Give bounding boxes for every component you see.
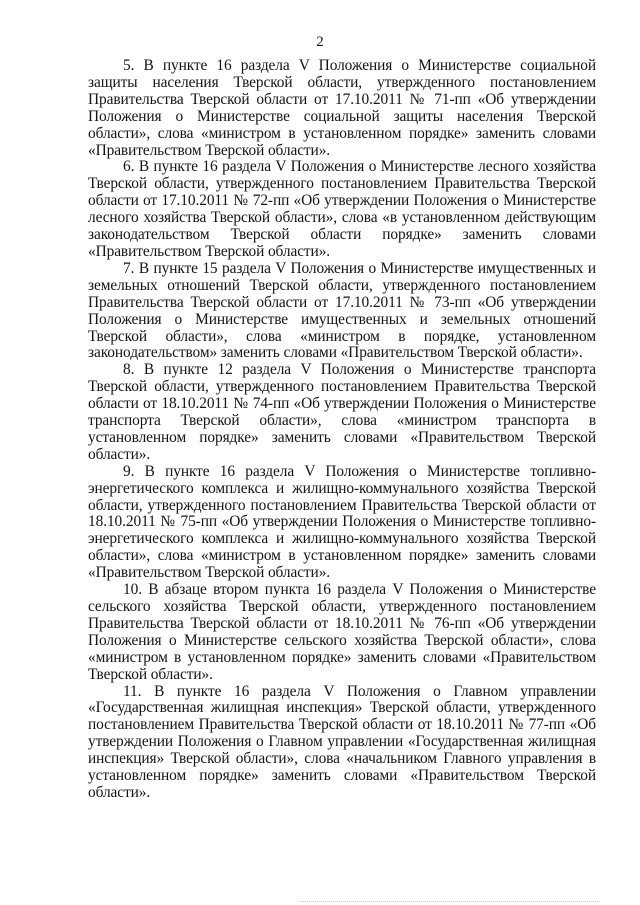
paragraph-8: 8. В пункте 12 раздела V Положения о Министерстве транспорта Тверской области, утвержденного постановлением Правительства Тверской области от 18.10.2011 № 74-пп «Об утверждении Положения о Министерстве транспорта Тверской области», слова «министром транспорта в установленном порядке» заменить словами «Правительством Тверской области». bbox=[88, 361, 596, 463]
paragraph-7: 7. В пункте 15 раздела V Положения о Министерстве имущественных и земельных отношений Тверской области, утвержденного постановлением Правительства Тверской области от 17.10.2011 № 73-пп «Об утверждении Положения о Министерстве имущественных и земельных отношений Тверской области», слова «министром в порядке, установленном законодательством» заменить словами «Правительством Тверской области». bbox=[88, 259, 596, 362]
paragraph-9: 9. В пункте 16 раздела V Положения о Министерстве топливно-энергетического комплекса и жилищно-коммунального хозяйства Тверской области, утвержденного постановлением Правительства Тверской области от 18.10.2011 № 75-пп «Об утверждении Положения о Министерстве топливно-энергетического комплекса и жилищно-коммунального хозяйства Тверской области», слова «министром в установленном порядке» заменить словами «Правительством Тверской области». bbox=[88, 462, 596, 582]
document-body bbox=[88, 58, 596, 802]
scan-artifact-line bbox=[300, 897, 600, 902]
paragraph-10: 10. В абзаце втором пункта 16 раздела V Положения о Министерстве сельского хозяйства Тверской области, утвержденного постановлением Правительства Тверской области от 18.10.2011 № 76-пп «Об утверждении Положения о Министерстве сельского хозяйства Тверской области», слова «министром в установленном порядке» заменить словами «Правительством Тверской области». bbox=[88, 581, 596, 683]
paragraph-6: 6. В пункте 16 раздела V Положения о Министерстве лесного хозяйства Тверской области, утвержденного постановлением Правительства Тверской области от 17.10.2011 № 72-пп «Об утверждении Положения о Министерстве лесного хозяйства Тверской области», слова «в установленном действующим законодательством Тверской области порядке» заменить словами «Правительством Тверской области». bbox=[88, 158, 596, 260]
paragraph-5: 5. В пункте 16 раздела V Положения о Министерстве социальной защиты населения Тверской области, утвержденного постановлением Правительства Тверской области от 17.10.2011 № 71-пп «Об утверждении Положения о Министерстве социальной защиты населения Тверской области», слова «министром в установленном порядке» заменить словами «Правительством Тверской области». bbox=[88, 57, 596, 159]
paragraph-11: 11. В пункте 16 раздела V Положения о Главном управлении «Государственная жилищная инспекция» Тверской области, утвержденного постановлением Правительства Тверской области от 18.10.2011 № 77-пп «Об утверждении Положения о Главном управлении «Государственная жилищная инспекция» Тверской области», слова «начальником Главного управления в установленном порядке» заменить словами «Правительством Тверской области». bbox=[88, 682, 596, 801]
page-number: 2 bbox=[316, 34, 324, 50]
